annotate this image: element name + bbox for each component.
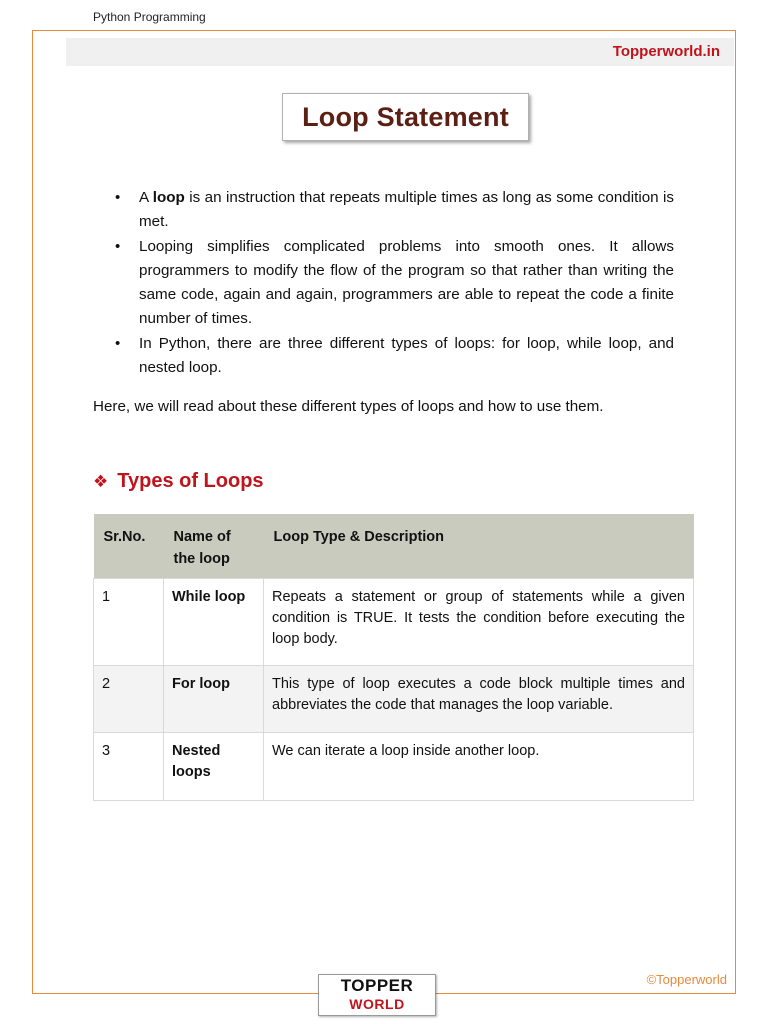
row-number: 2: [94, 665, 164, 732]
table-row: [94, 732, 694, 800]
intro-paragraph: Here, we will read about these different types of loops and how to use them.: [93, 398, 604, 415]
copyright-text: ©Topperworld: [646, 972, 727, 987]
loop-description: Repeats a statement or group of statements while a given condition is TRUE. It tests the condition before executing the loop body.: [264, 578, 694, 665]
logo-bottom-text: WORLD: [349, 996, 405, 1012]
header-name: Name of the loop: [164, 514, 264, 578]
section-heading-text: Types of Loops: [117, 470, 264, 492]
bullet-item: [112, 332, 674, 381]
loop-name: For loop: [164, 665, 264, 732]
bullet-list: [112, 186, 674, 380]
bullet-text: In Python, there are three different types of loops: for loop, while loop, and nested loop.: [139, 334, 674, 377]
logo-top-text: TOPPER: [340, 976, 414, 995]
diamond-bullet-icon: ❖: [93, 471, 109, 491]
loop-description: We can iterate a loop inside another loop.: [264, 732, 694, 800]
brand-band: [66, 38, 734, 66]
title-box: [282, 93, 529, 141]
topperworld-logo: [318, 974, 436, 1016]
page-border: [32, 30, 736, 994]
bullet-dot-icon: •: [115, 237, 121, 255]
page-title: Loop Statement: [302, 101, 509, 132]
bullet-keyword: loop: [152, 189, 185, 206]
row-number: 1: [94, 578, 164, 665]
table-header-row: [94, 514, 694, 578]
table-row: [94, 665, 694, 732]
header-srno: Sr.No.: [94, 514, 164, 578]
bullet-text-post: is an instruction that repeats multiple times as long as some condition is met.: [139, 189, 674, 231]
loop-name: While loop: [164, 578, 264, 665]
section-heading: [93, 470, 264, 493]
bullet-dot-icon: •: [115, 334, 121, 352]
row-number: 3: [94, 732, 164, 800]
bullet-item: [112, 186, 674, 235]
header-description: Loop Type & Description: [264, 514, 694, 578]
loop-description: This type of loop executes a code block multiple times and abbreviates the code that manages the loop variable.: [264, 665, 694, 732]
bullet-text: Looping simplifies complicated problems into smooth ones. It allows programmers to modify the flow of the program so that rather than writing the same code, again and again, programmers are able to repeat the code a finite number of times.: [139, 237, 674, 328]
document-label: Python Programming: [93, 10, 206, 24]
brand-name: Topperworld.in: [612, 43, 720, 60]
bullet-dot-icon: •: [115, 189, 121, 206]
loop-name: Nested loops: [164, 732, 264, 800]
bullet-text-pre: A: [139, 189, 153, 206]
loop-types-table: [93, 514, 694, 801]
table-row: [94, 578, 694, 665]
bullet-item: [112, 235, 674, 332]
